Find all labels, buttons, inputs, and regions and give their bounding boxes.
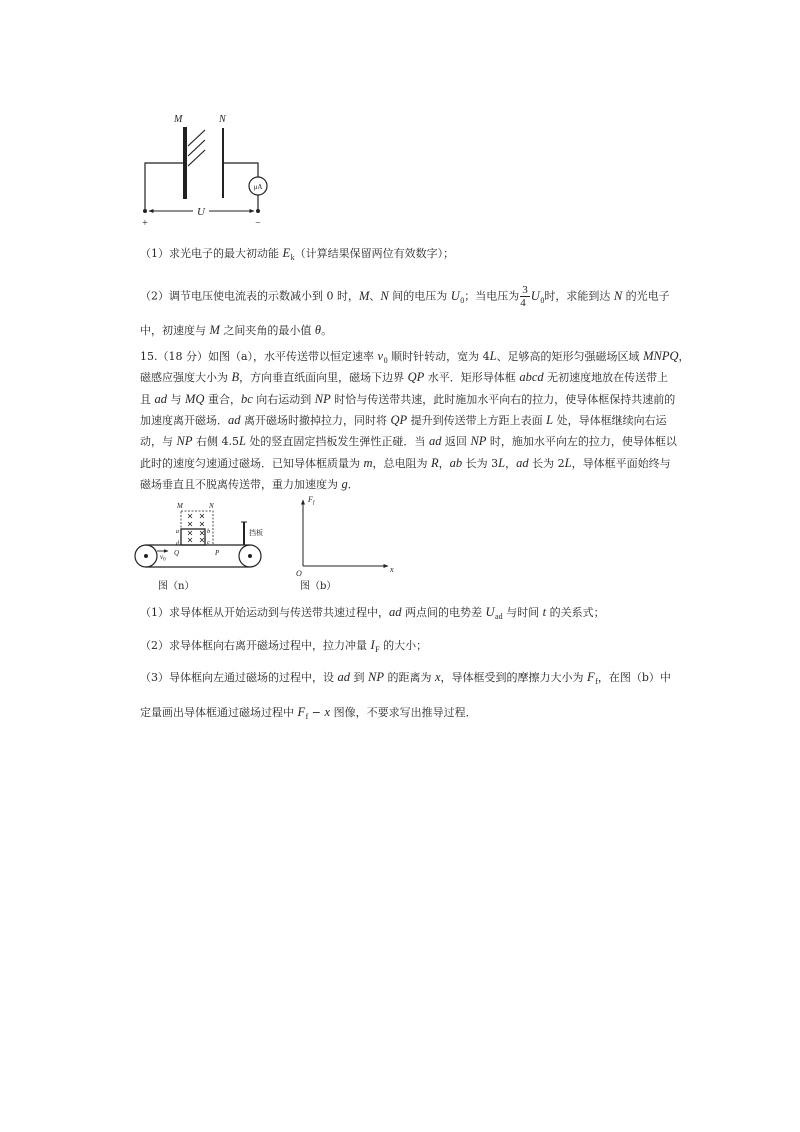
field-cross [200, 522, 204, 526]
q15-stem-line-7 [140, 476, 359, 492]
text-run: 定量画出导体框通过磁场过程中 [140, 706, 298, 719]
text-run: ，在图（b）中 [597, 671, 671, 684]
field-label-M: M [177, 502, 183, 510]
belt-velocity-label [160, 553, 166, 563]
subscript: f [305, 712, 309, 721]
field-cross [188, 538, 192, 542]
q15-stem-line-5 [140, 433, 677, 449]
text-run: − [308, 706, 325, 719]
figure-a-caption: 图（n） [158, 581, 195, 592]
text-run: ， [678, 350, 690, 363]
math-symbol [241, 393, 253, 406]
math-symbol [155, 393, 168, 406]
text-run: 之间夹角的最小值 [219, 324, 315, 337]
subscript: k [290, 253, 295, 262]
subscript: ad [495, 612, 503, 621]
minus-sign: − [255, 218, 261, 229]
text-run: 此时的速度匀速通过磁场．已知导体框质量为 [140, 457, 364, 470]
text-run: 提升到传送带上方距上表面 [407, 414, 547, 427]
math-variable: QP [407, 370, 425, 384]
text-run: 动，与 [140, 435, 177, 448]
math-symbol [470, 435, 486, 448]
text-run: 中，初速度与 [140, 324, 210, 337]
math-variable: F [587, 670, 595, 684]
math-symbol [516, 457, 529, 470]
frame-label-d: d [175, 540, 179, 547]
math-symbol [210, 324, 220, 337]
math-symbol [283, 247, 295, 260]
math-variable: abcd [519, 370, 544, 384]
field-cross [188, 514, 192, 518]
y-axis-subscript: f [312, 500, 315, 506]
text-run: 间的电压为 [388, 289, 451, 303]
math-variable: L [546, 413, 554, 427]
math-symbol [643, 350, 678, 363]
frame-label-a: a [175, 528, 179, 535]
voltage-label: U [197, 206, 205, 218]
text-run: （1）求光电子的最大初动能 [140, 247, 283, 260]
light-ray [188, 130, 205, 146]
text-run: ，导体框平面始终与 [571, 457, 671, 470]
math-variable: ad [428, 434, 442, 448]
math-variable: E [282, 246, 291, 260]
fraction-numerator: 3 [522, 284, 528, 296]
subscript: 0 [460, 295, 465, 305]
text-run: 向右运动到 [252, 393, 315, 406]
math-symbol [177, 435, 193, 448]
field-cross [188, 522, 192, 526]
plate-M-label: M [174, 114, 183, 125]
text-run: 重合， [204, 393, 241, 406]
math-variable: NP [470, 434, 487, 448]
field-label-P: P [215, 549, 220, 557]
frame-label-c: c [207, 539, 210, 546]
text-run: 与时间 [502, 606, 543, 619]
math-symbol [368, 671, 384, 684]
text-run: （2）求导体框向右离开磁场过程中，拉力冲量 [140, 639, 371, 652]
math-symbol [587, 671, 598, 684]
text-run: 、 [369, 289, 381, 303]
q14-subquestion-1 [140, 245, 454, 261]
frame-label-b: b [207, 528, 211, 535]
text-run: 离开磁场时撤掉拉力，同时将 [240, 414, 391, 427]
figure-b-axes [296, 495, 394, 592]
baffle-label: 挡板 [249, 529, 263, 537]
math-variable: θ [314, 323, 322, 337]
math-variable: MQ [185, 392, 205, 406]
text-run: （2）调节电压使电流表的示数减小到 0 时， [140, 289, 359, 303]
math-variable: bc [240, 392, 253, 406]
math-symbol [315, 393, 331, 406]
field-label-N: N [209, 502, 214, 510]
text-run: ， [505, 457, 517, 470]
math-variable: F [297, 705, 306, 719]
text-run: ，总电阻为 [372, 457, 432, 470]
plate-N-label: N [219, 114, 226, 125]
field-label-Q: Q [173, 549, 179, 557]
text-run: 处的竖直固定挡板发生弹性正碰．当 [245, 435, 429, 448]
q15-stem-line-4 [140, 412, 666, 428]
text-run: 的距离为 [383, 671, 435, 684]
text-run: 两点间的电势差 [401, 606, 486, 619]
math-symbol [232, 371, 240, 384]
wire-right [223, 163, 258, 177]
text-run: 磁场垂直且不脱离传送带，重力加速度为 [140, 478, 342, 491]
text-run: 顺时针转动，宽为 4 [387, 350, 490, 363]
math-variable: B [231, 370, 240, 384]
text-run: 且 [140, 393, 155, 406]
subscript: 0 [540, 295, 545, 305]
math-symbol [565, 457, 572, 470]
text-run: ． [347, 478, 359, 491]
math-variable: U [530, 288, 540, 303]
math-symbol [380, 290, 388, 303]
math-variable: L [498, 456, 506, 470]
text-run: 时恰与传送带共速，此时施加水平向右的拉力，使导体框保持共速前的 [330, 393, 676, 406]
math-variable: U [485, 605, 495, 619]
figure-a-conveyor [135, 502, 263, 592]
text-run: 磁感应强度大小为 [140, 371, 232, 384]
math-variable: MNPQ [643, 349, 679, 363]
math-symbol [298, 706, 309, 719]
pulley-right-axle [248, 554, 252, 558]
math-variable: M [209, 323, 220, 337]
text-run: 。 [321, 324, 333, 337]
math-symbol [239, 435, 246, 448]
plate-M [183, 127, 187, 199]
math-symbol [450, 457, 463, 470]
origin-label: O [296, 569, 302, 578]
math-symbol [519, 371, 543, 384]
math-variable: ad [337, 670, 350, 684]
wire-left [145, 163, 183, 209]
q15-subquestion-1 [140, 604, 605, 620]
q15-stem-line-3 [140, 391, 676, 407]
text-run: ， [438, 457, 450, 470]
text-run: 水平．矩形导体框 [424, 371, 520, 384]
belt-velocity-symbol: v [160, 553, 164, 561]
text-run: 与 [167, 393, 185, 406]
text-run: 处，导体框继续向右运 [553, 414, 667, 427]
fraction-denominator: 4 [520, 297, 526, 309]
math-variable: ab [449, 456, 463, 470]
math-symbol [614, 290, 622, 303]
math-variable: NP [314, 392, 331, 406]
math-symbol [364, 457, 373, 470]
plus-sign: + [142, 218, 148, 229]
math-symbol [185, 393, 204, 406]
math-symbol [338, 671, 351, 684]
math-symbol [408, 371, 425, 384]
subscript: 0 [383, 356, 388, 365]
text-run: 、足够高的矩形匀强磁场区域 [496, 350, 644, 363]
fraction [520, 284, 530, 309]
math-variable: ad [389, 605, 402, 619]
subscript: F [375, 645, 380, 654]
text-run: 15.（18 分）如图（a），水平传送带以恒定速率 [140, 350, 378, 363]
light-ray [188, 150, 205, 166]
q15-subquestion-3 [140, 669, 671, 686]
math-variable: g [341, 477, 348, 491]
math-variable: U [450, 288, 460, 303]
conductor-frame-abcd [181, 529, 205, 545]
y-axis-label [307, 495, 316, 506]
text-run: 的大小； [379, 639, 428, 652]
pulley-left-axle [144, 554, 148, 558]
math-variable: t [542, 605, 547, 619]
math-variable: ad [516, 456, 529, 470]
terminal-negative [256, 209, 260, 213]
text-run: 的关系式； [546, 606, 605, 619]
text-run: 时，求能到达 [544, 289, 614, 303]
math-variable: L [489, 349, 497, 363]
text-run: 到 [350, 671, 368, 684]
text-run: 加速度离开磁场． [140, 414, 228, 427]
math-variable: N [380, 288, 389, 303]
microammeter-label: μA [253, 183, 263, 191]
math-variable: N [613, 288, 623, 303]
text-run: ，导体框受到的摩擦力大小为 [440, 671, 588, 684]
q14-subquestion-2-cont [140, 322, 332, 338]
x-axis-label: x [390, 565, 394, 574]
math-symbol [371, 639, 380, 652]
text-run: 长为 2 [528, 457, 565, 470]
text-run: 无初速度地放在传送带上 [543, 371, 669, 384]
belt-velocity-subscript: 0 [163, 557, 166, 563]
math-symbol [228, 414, 241, 427]
math-variable: x [324, 705, 331, 719]
math-variable: L [564, 456, 572, 470]
math-symbol [389, 606, 402, 619]
text-run: 右侧 4.5 [192, 435, 239, 448]
math-symbol [531, 290, 545, 303]
math-symbol [451, 290, 465, 303]
math-variable: I [370, 638, 375, 652]
y-axis-symbol: F [308, 495, 313, 504]
light-ray [188, 140, 205, 156]
math-symbol [429, 435, 442, 448]
text-run: （1）求导体框从开始运动到与传送带共速过程中， [140, 606, 389, 619]
subscript: f [595, 677, 598, 686]
q15-subquestion-2 [140, 637, 427, 653]
q15-stem-line-2 [140, 369, 669, 385]
text-run: ；当电压为 [464, 289, 520, 303]
math-variable: NP [176, 434, 193, 448]
math-symbol [431, 457, 439, 470]
text-run: （计算结果保留两位有效数字）； [294, 247, 455, 260]
field-cross [200, 514, 204, 518]
math-variable: x [434, 670, 441, 684]
field-cross [200, 538, 204, 542]
text-run: 的光电子 [622, 289, 670, 303]
math-symbol [359, 290, 369, 303]
q15-subquestion-3-cont [140, 704, 477, 720]
text-run: （3）导体框向左通过磁场的过程中，设 [140, 671, 338, 684]
photoelectric-circuit-diagram [142, 114, 267, 229]
text-run: 返回 [441, 435, 471, 448]
math-variable: m [363, 456, 373, 470]
math-variable: QP [390, 413, 408, 427]
text-run: 时，施加水平向左的拉力，使导体框以 [486, 435, 677, 448]
math-variable: ad [228, 413, 241, 427]
text-run: ，方向垂直纸面向里，磁场下边界 [239, 371, 408, 384]
math-variable: M [359, 288, 370, 303]
math-symbol [490, 350, 497, 363]
text-run: 图像，不要求写出推导过程． [330, 706, 477, 719]
math-variable: v [377, 349, 384, 363]
terminal-positive [143, 209, 147, 213]
field-cross [188, 531, 192, 535]
figure-b-caption: 图（b） [300, 581, 337, 592]
math-variable: R [431, 456, 439, 470]
q15-stem-line-1 [140, 348, 690, 365]
q15-stem-line-6 [140, 455, 671, 471]
math-symbol [378, 350, 388, 363]
text-run: 长为 3 [462, 457, 499, 470]
math-symbol [486, 606, 503, 619]
field-cross [200, 531, 204, 535]
math-variable: L [238, 434, 246, 448]
math-variable: ad [154, 392, 167, 406]
math-symbol [391, 414, 408, 427]
q14-subquestion-2 [140, 284, 670, 309]
math-variable: NP [368, 670, 384, 684]
